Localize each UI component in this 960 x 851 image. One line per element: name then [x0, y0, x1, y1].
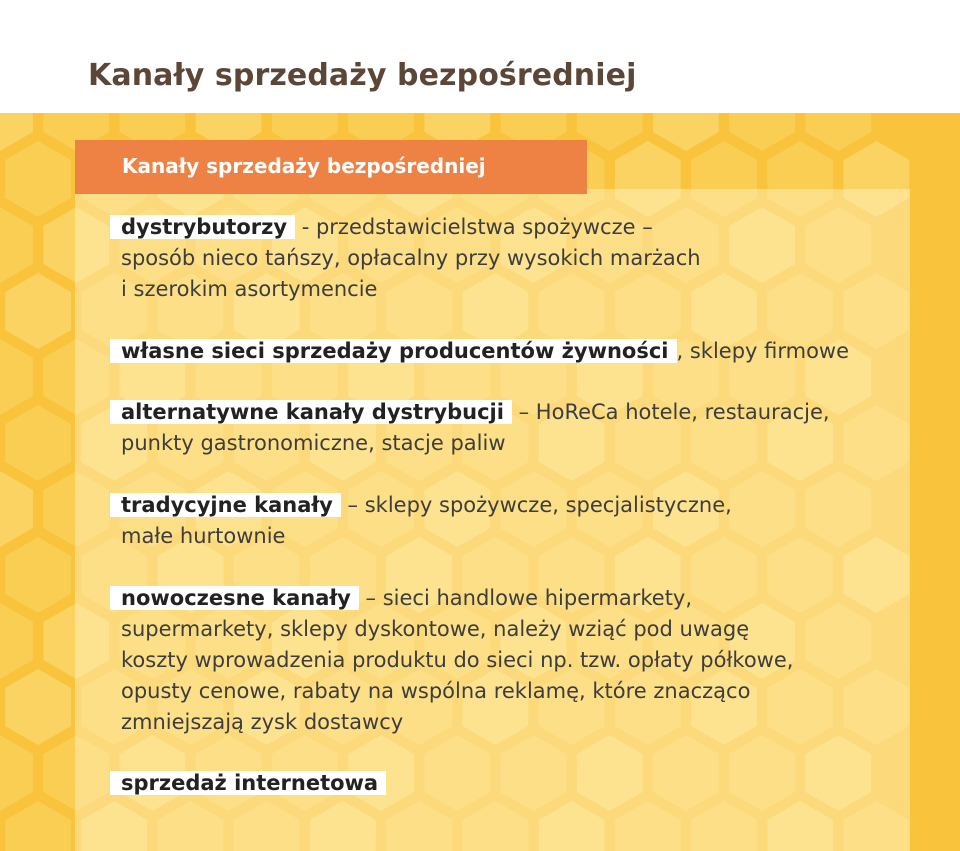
- hexagon-tile: [0, 603, 33, 679]
- channel-item-modern: [110, 583, 793, 738]
- channel-desc: , sklepy firmowe: [676, 339, 850, 363]
- hexagon-tile: [5, 537, 71, 613]
- hexagon-tile: [5, 405, 71, 481]
- channel-desc-line: zmniejszają zysk dostawcy: [121, 710, 404, 734]
- channel-desc-line: opusty cenowe, rabaty na wspólna reklamę, które znacząco: [121, 679, 751, 703]
- hexagon-tile: [0, 735, 33, 811]
- channel-item-distributors: [110, 212, 701, 305]
- channel-desc-line: koszty wprowadzenia produktu do sieci np. tzw. opłaty półkowe,: [121, 648, 794, 672]
- hexagon-tile: [5, 273, 71, 349]
- channel-desc-line: sposób nieco tańszy, opłacalny przy wysokich marżach: [121, 246, 701, 270]
- channel-item-traditional: [110, 490, 732, 552]
- channel-term: nowoczesne kanały: [110, 586, 359, 610]
- hexagon-tile: [805, 113, 871, 151]
- channel-desc-line: punkty gastronomiczne, stacje paliw: [121, 431, 506, 455]
- channel-desc: – HoReCa hotele, restauracje,: [511, 400, 830, 424]
- channel-term: dystrybutorzy: [110, 215, 295, 239]
- banner-title: Kanały sprzedaży bezpośredniej: [122, 154, 486, 178]
- channel-desc: – sklepy spożywcze, specjalistyczne,: [340, 493, 732, 517]
- channel-desc-line: supermarkety, sklepy dyskontowe, należy wziąć pod uwagę: [121, 617, 750, 641]
- channel-term: własne sieci sprzedaży producentów żywności: [110, 339, 677, 363]
- hexagon-tile: [5, 801, 71, 851]
- channel-item-internet: [110, 768, 386, 799]
- channel-term: alternatywne kanały dystrybucji: [110, 400, 512, 424]
- page-title: Kanały sprzedaży bezpośredniej: [88, 58, 637, 93]
- header: [0, 0, 960, 113]
- hexagon-tile: [653, 113, 719, 151]
- channel-desc: – sieci handlowe hipermarkety,: [358, 586, 693, 610]
- hexagon-tile: [729, 113, 795, 151]
- hexagon-tile: [5, 141, 71, 217]
- hexagon-tile: [0, 471, 33, 547]
- hexagon-tile: [0, 113, 33, 151]
- section-banner: [75, 140, 587, 194]
- hexagon-tile: [0, 207, 33, 283]
- hexagon-tile: [0, 339, 33, 415]
- channel-term: sprzedaż internetowa: [110, 771, 386, 795]
- channel-item-own-networks: [110, 336, 849, 367]
- hexagon-tile: [5, 669, 71, 745]
- channel-item-alternative: [110, 397, 830, 459]
- channel-desc: - przedstawicielstwa spożywcze –: [295, 215, 653, 239]
- channel-term: tradycyjne kanały: [110, 493, 341, 517]
- channel-desc-line: małe hurtownie: [121, 524, 286, 548]
- channel-desc-line: i szerokim asortymencie: [121, 277, 378, 301]
